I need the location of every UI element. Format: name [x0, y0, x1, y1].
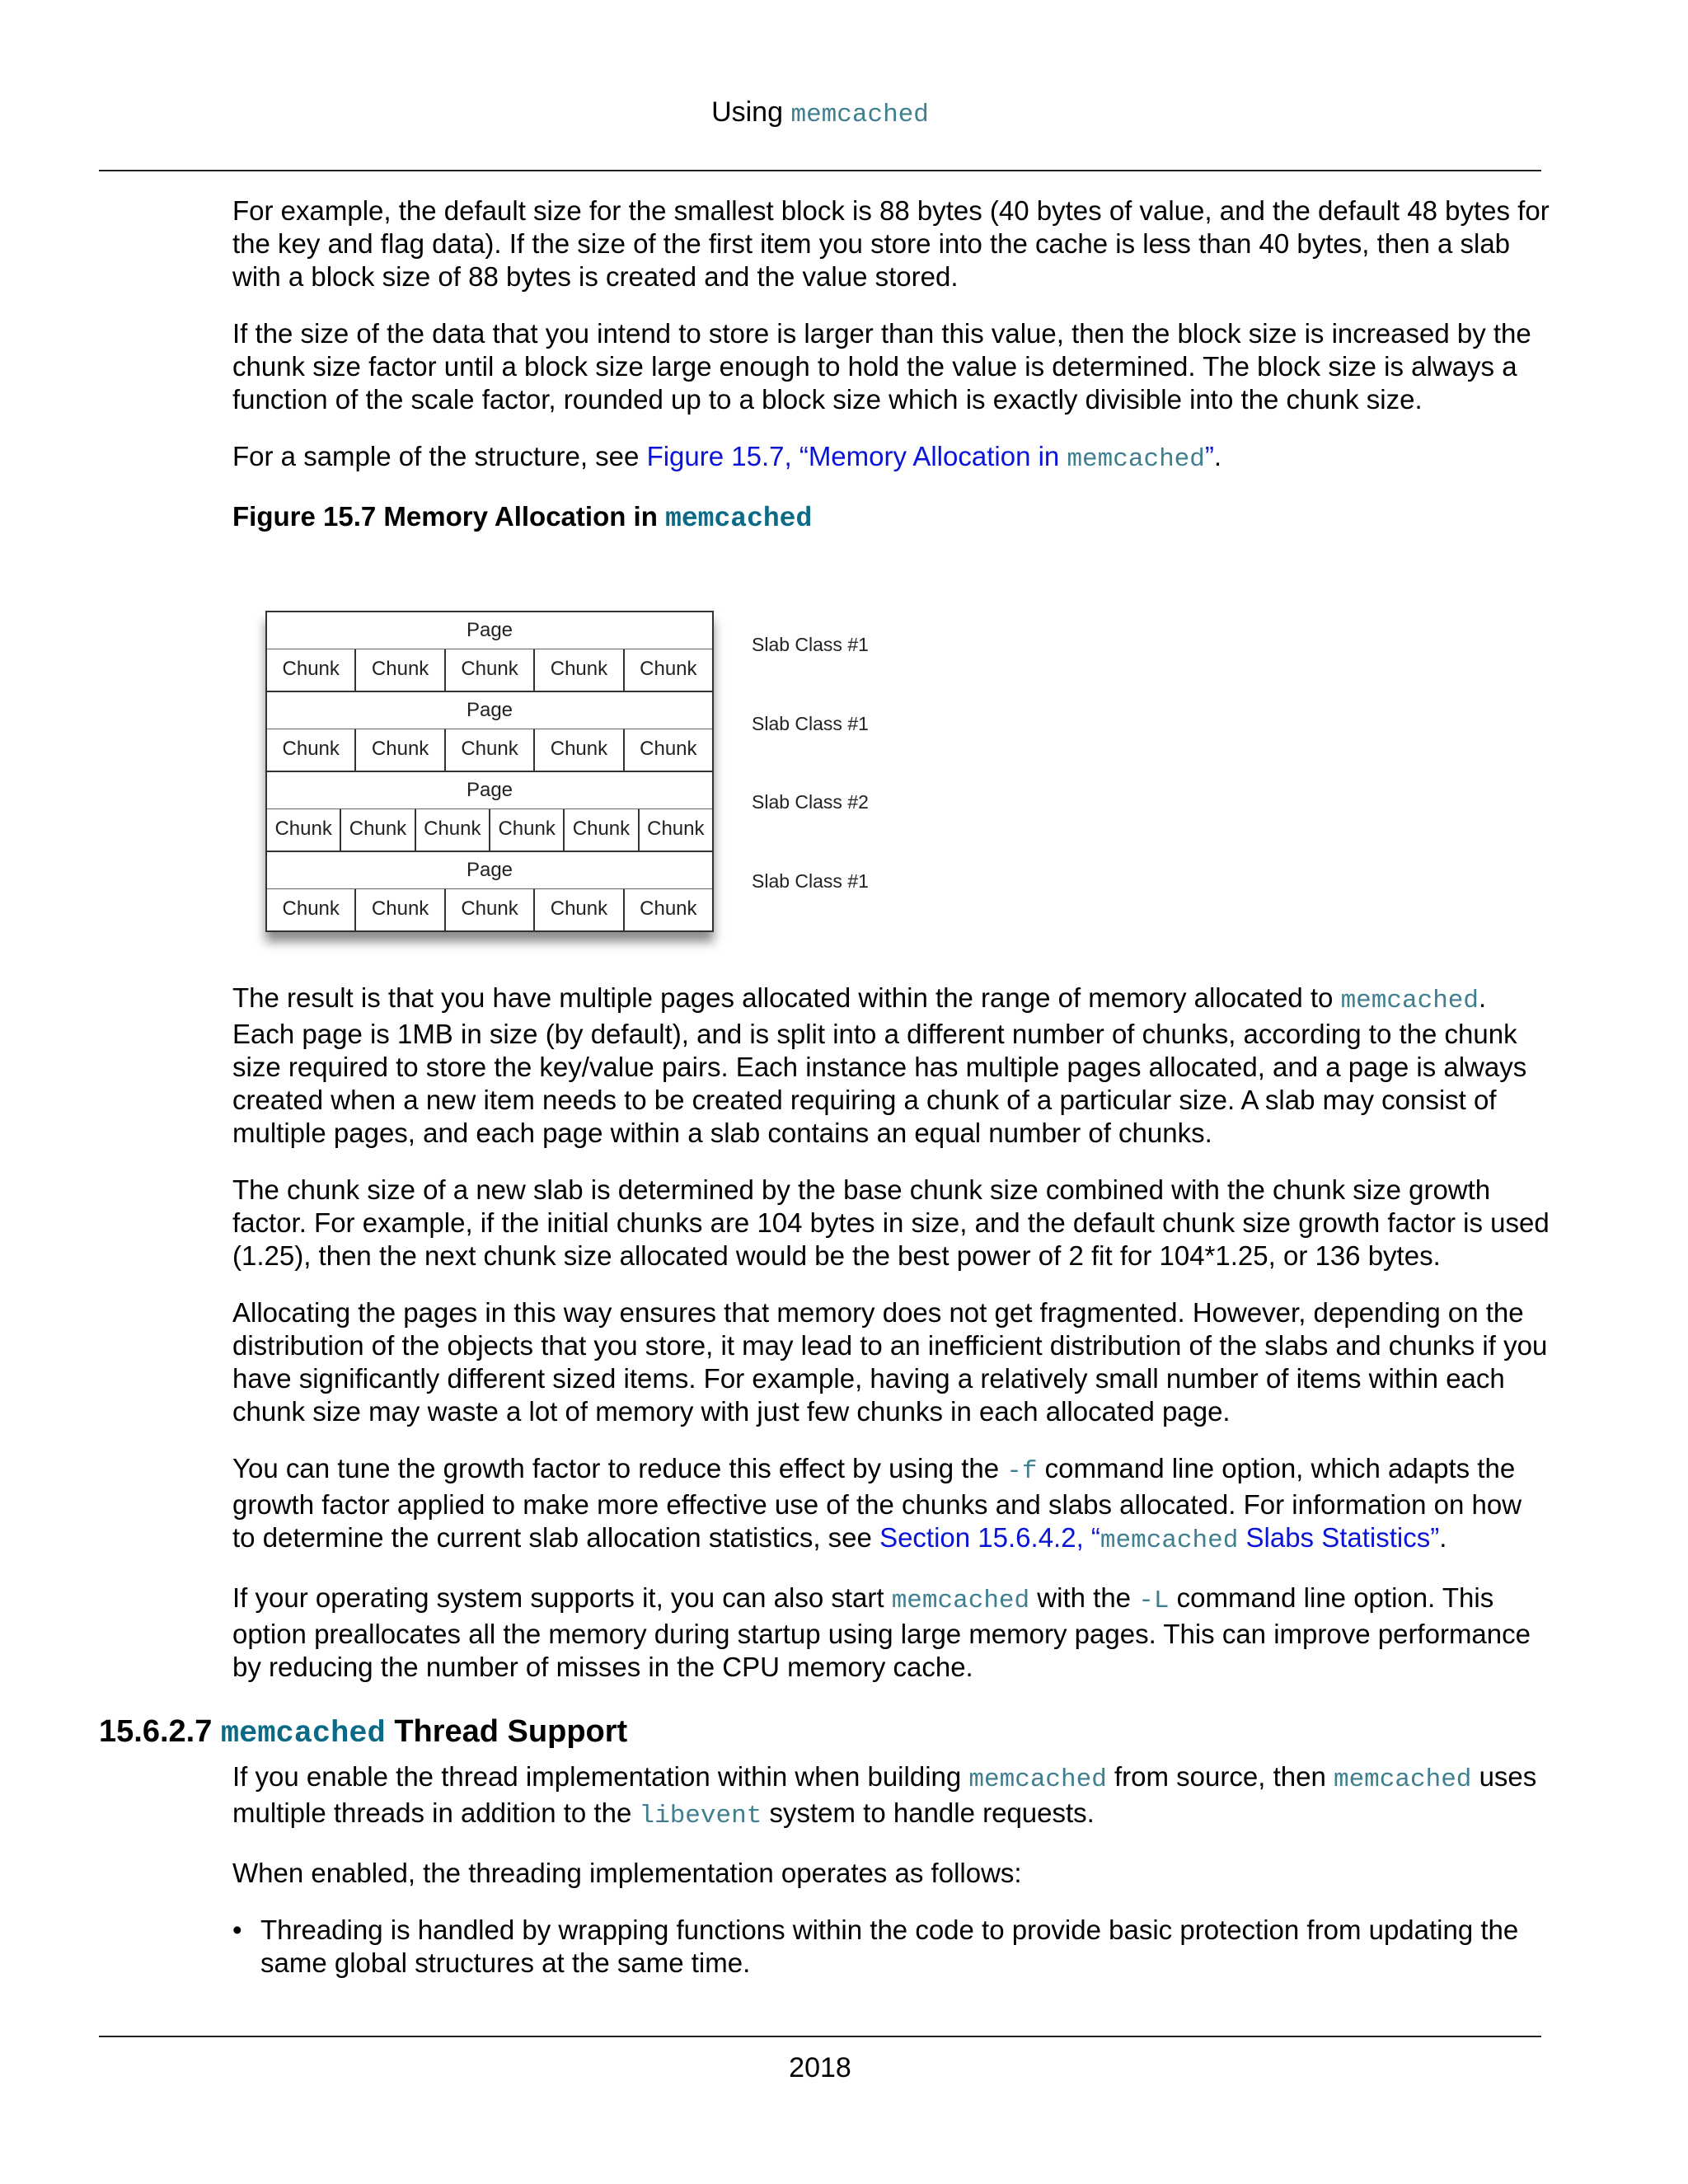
page-number: 2018	[789, 2052, 851, 2083]
page-label: Page	[267, 692, 712, 729]
chunk-cell: Chunk	[640, 738, 697, 760]
chunk-cell: Chunk	[446, 729, 535, 771]
figure-link-code: memcached	[1067, 445, 1205, 474]
paragraph-6: Allocating the pages in this way ensures that memory does not get fragmented. However, depending on the distribution of the objects that you store, it may lead to an inefficient distribution of the slabs and chunks if you have significantly different sized items. For example, having a relatively small number of items within each chunk size may waste a lot of memory with just few chunks in each allocated page.	[232, 1297, 1548, 1427]
slabs-link-end: Slabs Statistics”	[1238, 1522, 1440, 1553]
page-label: Page	[267, 772, 712, 809]
figure-title-code: memcached	[665, 504, 813, 534]
paragraph-9	[232, 1760, 1551, 1833]
p7-code: -f	[1006, 1457, 1038, 1486]
memory-allocation-figure	[232, 560, 1551, 982]
figure-link-text: Figure 15.7, “Memory Allocation in	[646, 441, 1067, 471]
section-heading	[99, 1714, 627, 1751]
chunk-cell: Chunk	[490, 809, 565, 851]
p8-text-c: command line option. This option preallocates all the memory during startup using large memory pages. This can improve performance by reducing the number of misses in the CPU memory cache.	[232, 1582, 1531, 1682]
p3-after: .	[1213, 441, 1222, 471]
p9-code-3: libevent	[639, 1802, 762, 1830]
list-item	[232, 1914, 1551, 1980]
p8-code-2: -L	[1138, 1586, 1170, 1615]
chunk-cell: Chunk	[267, 729, 356, 771]
slab-diagram	[265, 611, 714, 932]
chunk-cell: Chunk	[640, 898, 697, 920]
chunk-row	[267, 649, 712, 692]
chunk-cell: Chunk	[267, 809, 341, 851]
main-content-top	[232, 194, 1551, 1708]
slabs-link-code: memcached	[1100, 1526, 1239, 1555]
section-number: 15.6.2.7	[99, 1714, 213, 1749]
p9-text-d: system to handle requests.	[762, 1797, 1095, 1828]
slab-class-label: Slab Class #1	[752, 870, 869, 892]
slab-class-label: Slab Class #1	[752, 634, 869, 655]
chunk-cell: Chunk	[535, 889, 624, 930]
chunk-cell: Chunk	[535, 729, 624, 771]
p7-text-b: command line option, which adapts the growth factor applied to make more effective use of the chunks and slabs allocated. For information on how to determine the current slab allocation statistics, see	[232, 1453, 1522, 1553]
paragraph-7	[232, 1452, 1551, 1558]
chunk-cell: Chunk	[446, 889, 535, 930]
header-rule	[99, 170, 1541, 171]
paragraph-4	[232, 982, 1551, 1150]
figure-link-end: ”	[1204, 441, 1214, 471]
paragraph-8	[232, 1582, 1551, 1684]
paragraph-3	[232, 440, 1551, 476]
p4-code: memcached	[1340, 987, 1479, 1015]
header-code: memcached	[790, 101, 929, 129]
p4-after: . Each page is 1MB in size (by default), and is split into a different number of chunks, according to the chunk size required to store the key/value pairs. Each instance has multiple pages allocated, and a page is always created when a new item needs to be created requiring a chunk of a particular size. A slab may consist of multiple pages, and each page within a slab contains an equal number of chunks.	[232, 982, 1527, 1148]
p9-text-c: uses multiple threads in addition to the	[232, 1761, 1537, 1828]
main-content-bottom	[232, 1760, 1551, 2004]
chunk-row	[267, 809, 712, 852]
slab-class-label: Slab Class #1	[752, 713, 869, 734]
page-header	[0, 96, 1640, 129]
chunk-cell: Chunk	[356, 889, 445, 930]
figure-link[interactable]	[646, 441, 1214, 474]
footer-rule	[99, 2036, 1541, 2037]
chunk-cell: Chunk	[565, 809, 639, 851]
paragraph-10: When enabled, the threading implementation operates as follows:	[232, 1858, 1022, 1888]
p9-code-2: memcached	[1333, 1765, 1472, 1794]
p3-text: For a sample of the structure, see	[232, 441, 647, 471]
p7-text-a: You can tune the growth factor to reduce this effect by using the	[232, 1453, 1007, 1483]
paragraph-5: The chunk size of a new slab is determined by the base chunk size combined with the chunk size growth factor. For example, if the initial chunks are 104 bytes in size, and the default chunk size growth factor is used (1.25), then the next chunk size allocated would be the best power of 2 fit for 104*1.25, or 136 bytes.	[232, 1174, 1550, 1271]
header-prefix: Using	[711, 96, 784, 128]
chunk-cell: Chunk	[647, 818, 705, 840]
chunk-cell: Chunk	[416, 809, 490, 851]
slabs-statistics-link[interactable]	[879, 1522, 1439, 1553]
chunk-cell: Chunk	[535, 649, 624, 691]
list-item-text: Threading is handled by wrapping functions within the code to provide basic protection from updating the same global structures at the same time.	[260, 1915, 1519, 1978]
chunk-row	[267, 729, 712, 772]
chunk-cell: Chunk	[341, 809, 415, 851]
p4-text: The result is that you have multiple pages allocated within the range of memory allocated to	[232, 982, 1341, 1013]
slab-class-label: Slab Class #2	[752, 791, 869, 813]
chunk-cell: Chunk	[640, 658, 697, 680]
p8-text-b: with the	[1029, 1582, 1139, 1613]
figure-title-text: Figure 15.7 Memory Allocation in	[232, 501, 666, 532]
section-code: memcached	[220, 1717, 386, 1751]
chunk-cell: Chunk	[267, 889, 356, 930]
section-title: Thread Support	[394, 1714, 628, 1749]
p9-code-1: memcached	[968, 1765, 1107, 1794]
p8-code-1: memcached	[891, 1586, 1030, 1615]
figure-title	[232, 500, 1551, 536]
p9-text-a: If you enable the thread implementation within when building	[232, 1761, 969, 1792]
chunk-cell: Chunk	[446, 649, 535, 691]
paragraph-2: If the size of the data that you intend to store is larger than this value, then the block size is increased by the chunk size factor until a block size large enough to hold the value is determined. The block size is always a function of the scale factor, rounded up to a block size which is exactly divisible into the chunk size.	[232, 318, 1531, 415]
paragraph-1: For example, the default size for the smallest block is 88 bytes (40 bytes of value, and the default 48 bytes for the key and flag data). If the size of the first item you store into the cache is less than 40 bytes, then a slab with a block size of 88 bytes is created and the value stored.	[232, 195, 1550, 292]
chunk-cell: Chunk	[356, 729, 445, 771]
p8-text-a: If your operating system supports it, you can also start	[232, 1582, 892, 1613]
chunk-cell: Chunk	[356, 649, 445, 691]
p9-text-b: from source, then	[1106, 1761, 1334, 1792]
chunk-cell: Chunk	[267, 649, 356, 691]
p7-text-c: .	[1439, 1522, 1447, 1553]
page-label: Page	[267, 612, 712, 649]
bullet-glyph: •	[232, 1915, 242, 1945]
page-label: Page	[267, 852, 712, 889]
slabs-link-text: Section 15.6.4.2, “	[879, 1522, 1100, 1553]
chunk-row	[267, 889, 712, 930]
